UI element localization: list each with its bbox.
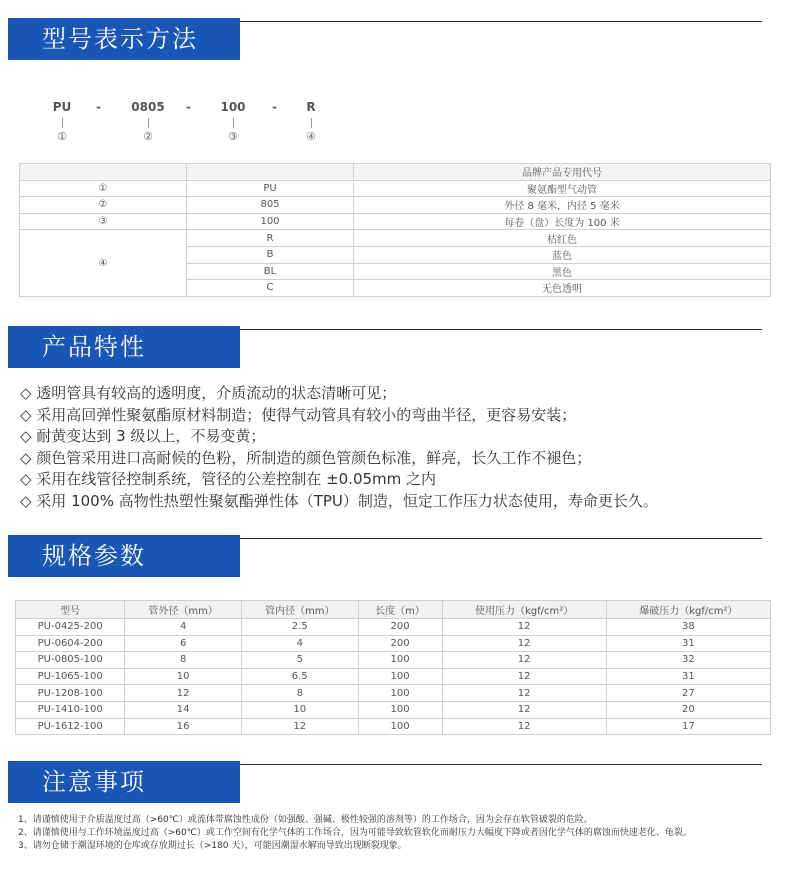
table-cell: 每卷（盘）长度为 100 米	[354, 213, 771, 230]
table-cell: 外径 8 毫米，内径 5 毫米	[354, 197, 771, 214]
table-cell: 805	[187, 197, 354, 214]
table-cell: 31	[606, 635, 770, 652]
divider	[240, 538, 762, 539]
table-cell: ③	[20, 213, 187, 230]
section-header-specs	[0, 535, 790, 577]
table-cell: PU-1065-100	[16, 668, 125, 685]
table-cell: PU-0805-100	[16, 652, 125, 669]
table-row	[16, 652, 771, 669]
code-number-3: ③	[228, 130, 238, 143]
table-header-cell: 管内径（mm）	[241, 601, 358, 619]
table-cell: 12	[125, 685, 242, 702]
table-cell: 12	[442, 652, 606, 669]
table-cell: 12	[241, 718, 358, 735]
table-cell: PU-1208-100	[16, 685, 125, 702]
code-number-2: ②	[143, 130, 153, 143]
section-title-specs: 规格参数	[8, 535, 240, 577]
table-cell: 32	[606, 652, 770, 669]
table-cell: 4	[125, 619, 242, 636]
feature-item: ◇ 耐黄变达到 3 级以上，不易变黄；	[20, 427, 266, 445]
table-row	[16, 619, 771, 636]
table-cell: PU-1410-100	[16, 701, 125, 718]
table-cell: 27	[606, 685, 770, 702]
notes-list	[18, 814, 692, 853]
table-cell: 14	[125, 701, 242, 718]
feature-list	[20, 383, 658, 512]
table-cell: 10	[241, 701, 358, 718]
section-title-notes: 注意事项	[8, 761, 240, 803]
table-cell: 2.5	[241, 619, 358, 636]
table-cell: 100	[358, 668, 442, 685]
code-part-3: 100	[220, 100, 246, 114]
table-header-cell: 使用压力（kgf/cm²）	[442, 601, 606, 619]
table-cell: ②	[20, 197, 187, 214]
table-header-cell: 爆破压力（kgf/cm²）	[606, 601, 770, 619]
table-header-cell: 型号	[16, 601, 125, 619]
table-cell: 桔红色	[354, 230, 771, 247]
table-cell: 10	[125, 668, 242, 685]
section-header-model	[0, 18, 790, 60]
table-cell: 31	[606, 668, 770, 685]
code-number-4: ④	[306, 130, 316, 143]
table-cell: 17	[606, 718, 770, 735]
spec-table	[15, 600, 771, 735]
table-cell: 黑色	[354, 263, 771, 280]
table-cell: 100	[358, 685, 442, 702]
table-header-cell: 品牌产品专用代号	[354, 164, 771, 181]
code-part-4: R	[306, 100, 316, 114]
table-cell: 12	[442, 619, 606, 636]
table-header-row	[16, 601, 771, 619]
table-cell: 8	[125, 652, 242, 669]
feature-item: ◇ 透明管具有较高的透明度，介质流动的状态清晰可见；	[20, 384, 397, 402]
model-explain-table	[19, 163, 771, 297]
code-number-1: ①	[57, 130, 67, 143]
note-item: 1、请谨慎使用于介质温度过高（>60℃）或流体带腐蚀性成份（如强酸、强碱、极性较强的溶剂等）的工作场合，因为会存在软管破裂的危险。	[18, 815, 593, 825]
table-row	[16, 701, 771, 718]
table-cell: 200	[358, 619, 442, 636]
feature-item: ◇ 采用 100% 高物性热塑性聚氨酯弹性体（TPU）制造，恒定工作压力状态使用，寿命更长久。	[20, 491, 658, 510]
table-row	[20, 230, 771, 247]
table-cell: 12	[442, 718, 606, 735]
table-cell: C	[187, 280, 354, 297]
table-cell: 4	[241, 635, 358, 652]
table-cell: 12	[442, 635, 606, 652]
table-cell	[187, 164, 354, 181]
code-tick	[233, 118, 234, 128]
table-row	[20, 213, 771, 230]
table-cell: 100	[358, 652, 442, 669]
code-part-1: PU	[52, 100, 72, 114]
section-title-model: 型号表示方法	[8, 18, 240, 60]
section-header-features	[0, 326, 790, 368]
table-cell: ①	[20, 180, 187, 197]
table-cell	[20, 164, 187, 181]
note-item: 2、请谨慎使用与工作环境温度过高（>60℃）或工作空间有化学气体的工作场合，因为可能导致软管软化而耐压力大幅度下降或者因化学气体的腐蚀而快速老化、龟裂。	[18, 828, 692, 838]
table-cell: 16	[125, 718, 242, 735]
table-row	[16, 685, 771, 702]
table-cell: 8	[241, 685, 358, 702]
table-header-row	[20, 164, 771, 181]
table-row	[20, 197, 771, 214]
table-cell: 100	[358, 701, 442, 718]
table-cell: R	[187, 230, 354, 247]
divider	[240, 329, 762, 330]
table-cell: 5	[241, 652, 358, 669]
table-cell: PU-1612-100	[16, 718, 125, 735]
table-cell: 6.5	[241, 668, 358, 685]
table-cell: PU	[187, 180, 354, 197]
table-cell: B	[187, 246, 354, 263]
table-cell: ④	[20, 230, 187, 296]
table-cell: 12	[442, 685, 606, 702]
table-cell: BL	[187, 263, 354, 280]
section-title-features: 产品特性	[8, 326, 240, 368]
divider	[240, 764, 762, 765]
table-cell: 蓝色	[354, 246, 771, 263]
table-cell: 100	[358, 718, 442, 735]
table-row	[16, 635, 771, 652]
table-header-cell: 管外径（mm）	[125, 601, 242, 619]
table-cell: 20	[606, 701, 770, 718]
table-row	[16, 668, 771, 685]
code-tick	[62, 118, 63, 128]
table-cell: 12	[442, 701, 606, 718]
feature-item: ◇ 采用在线管径控制系统，管径的公差控制在 ±0.05mm 之内	[20, 470, 437, 488]
section-header-notes	[0, 761, 790, 803]
table-row	[16, 718, 771, 735]
code-dash: -	[96, 100, 101, 114]
table-cell: PU-0604-200	[16, 635, 125, 652]
table-cell: PU-0425-200	[16, 619, 125, 636]
code-tick	[311, 118, 312, 128]
table-cell: 12	[442, 668, 606, 685]
note-item: 3、请勿仓储于潮湿环境的仓库或存放期过长（>180 天），可能因潮湿水解而导致出现断裂现象。	[18, 841, 407, 851]
code-dash: -	[272, 100, 277, 114]
code-part-2: 0805	[131, 100, 165, 114]
table-cell: 100	[187, 213, 354, 230]
divider	[240, 21, 762, 22]
feature-item: ◇ 采用高回弹性聚氨酯原材料制造；使得气动管具有较小的弯曲半径，更容易安装；	[20, 405, 577, 424]
table-cell: 38	[606, 619, 770, 636]
table-cell: 聚氨酯型气动管	[354, 180, 771, 197]
table-row	[20, 180, 771, 197]
code-dash: -	[186, 100, 191, 114]
table-header-cell: 长度（m）	[358, 601, 442, 619]
code-tick	[148, 118, 149, 128]
table-cell: 无色透明	[354, 280, 771, 297]
table-cell: 200	[358, 635, 442, 652]
feature-item: ◇ 颜色管采用进口高耐候的色粉，所制造的颜色管颜色标准，鲜亮，长久工作不褪色；	[20, 448, 592, 467]
table-cell: 6	[125, 635, 242, 652]
